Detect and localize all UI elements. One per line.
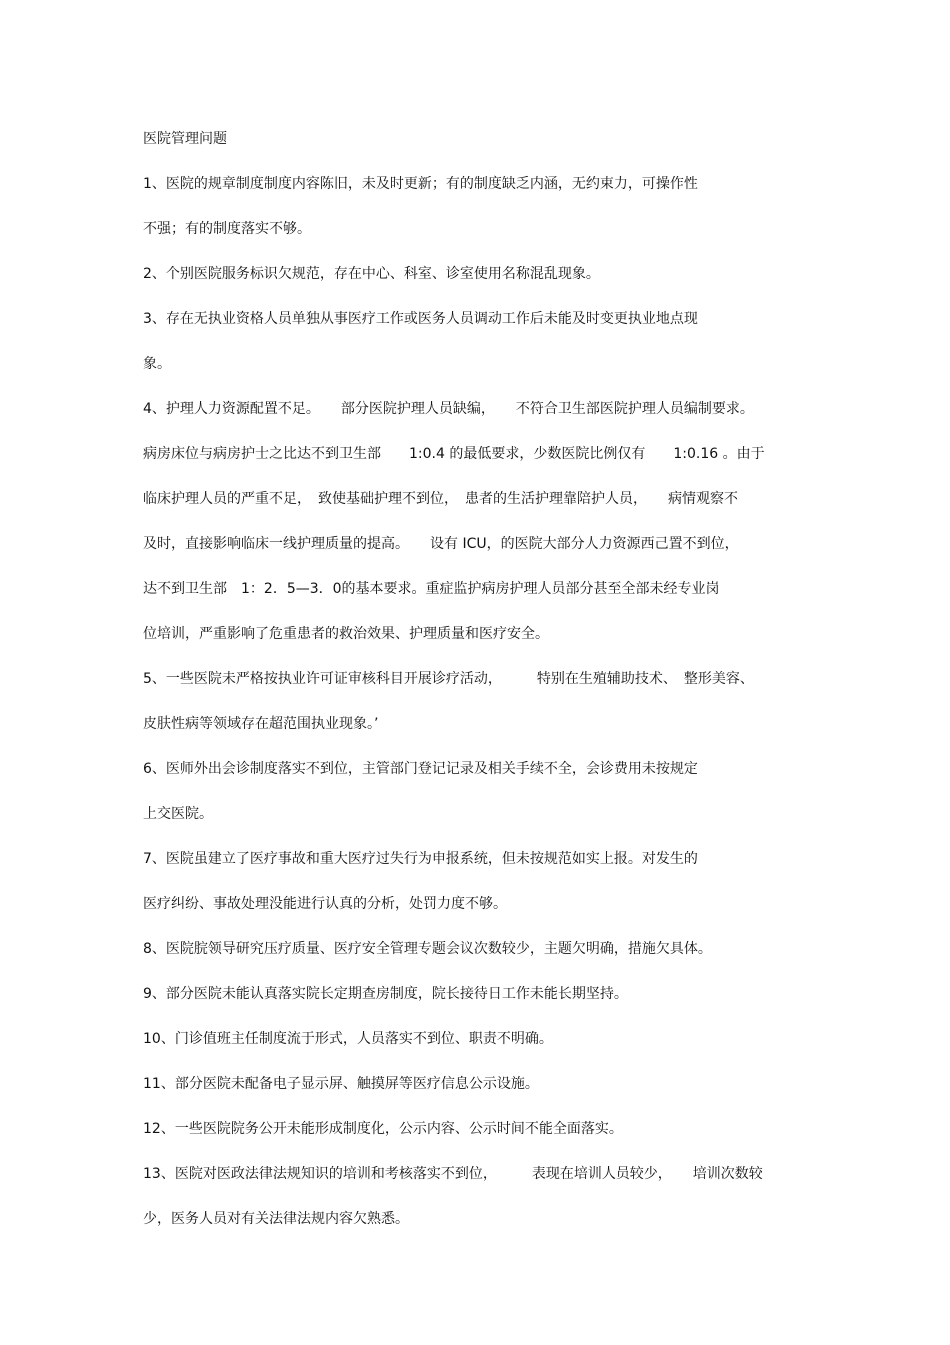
text-line: 达不到卫生部 1：2．5—3．0的基本要求。重症监护病房护理人员部分甚至全部未经专业岗 bbox=[143, 581, 720, 597]
text-line: 位培训，严重影响了危重患者的救治效果、护理质量和医疗安全。 bbox=[143, 626, 549, 642]
text-line: 1、医院的规章制度制度内容陈旧，未及时更新；有的制度缺乏内涵，无约束力，可操作性 bbox=[143, 176, 698, 192]
text-line: 2、个别医院服务标识欠规范，存在中心、科室、诊室使用名称混乱现象。 bbox=[143, 266, 600, 282]
text-line: 医疗纠纷、事故处理没能进行认真的分析，处罚力度不够。 bbox=[143, 896, 507, 912]
text-line: 11、部分医院未配备电子显示屏、触摸屏等医疗信息公示设施。 bbox=[143, 1076, 539, 1092]
text-line: 不强；有的制度落实不够。 bbox=[143, 221, 311, 237]
text-line: 及时，直接影响临床一线护理质量的提高。 设有 ICU，的医院大部分人力资源西己置不到位， bbox=[143, 536, 739, 552]
text-line: 12、一些医院院务公开未能形成制度化，公示内容、公示时间不能全面落实。 bbox=[143, 1121, 623, 1137]
text-line: 10、门诊值班主任制度流于形式，人员落实不到位、职责不明确。 bbox=[143, 1031, 553, 1047]
text-line: 4、护理人力资源配置不足。 部分医院护理人员缺编， 不符合卫生部医院护理人员编制要求。 bbox=[143, 401, 754, 417]
text-line: 皮肤性病等领域存在超范围执业现象。’ bbox=[143, 716, 379, 732]
text-line: 7、医院虽建立了医疗事故和重大医疗过失行为申报系统，但未按规范如实上报。对发生的 bbox=[143, 851, 698, 867]
text-line: 少，医务人员对有关法律法规内容欠熟悉。 bbox=[143, 1211, 409, 1227]
text-line: 9、部分医院未能认真落实院长定期查房制度，院长接待日工作未能长期坚持。 bbox=[143, 986, 628, 1002]
text-line: 3、存在无执业资格人员单独从事医疗工作或医务人员调动工作后未能及时变更执业地点现 bbox=[143, 311, 698, 327]
text-line: 临床护理人员的严重不足， 致使基础护理不到位， 患者的生活护理靠陪护人员， 病情观察不 bbox=[143, 491, 738, 507]
text-line: 上交医院。 bbox=[143, 806, 213, 822]
text-line: 象。 bbox=[143, 356, 171, 372]
document-title: 医院管理问题 bbox=[143, 131, 227, 147]
text-line: 8、医院脘领导研究压疗质量、医疗安全管理专题会议次数较少，主题欠明确，措施欠具体。 bbox=[143, 941, 712, 957]
text-line: 5、一些医院未严格按执业许可证审核科目开展诊疗活动， 特别在生殖辅助技术、 整形美容、 bbox=[143, 671, 754, 687]
text-line: 6、医师外出会诊制度落实不到位，主管部门登记记录及相关手续不全，会诊费用未按规定 bbox=[143, 761, 698, 777]
text-line: 病房床位与病房护士之比达不到卫生部 1:0.4 的最低要求，少数医院比例仅有 1:0.16 。由于 bbox=[143, 446, 765, 462]
text-line: 13、医院对医政法律法规知识的培训和考核落实不到位， 表现在培训人员较少， 培训次数较 bbox=[143, 1166, 763, 1182]
